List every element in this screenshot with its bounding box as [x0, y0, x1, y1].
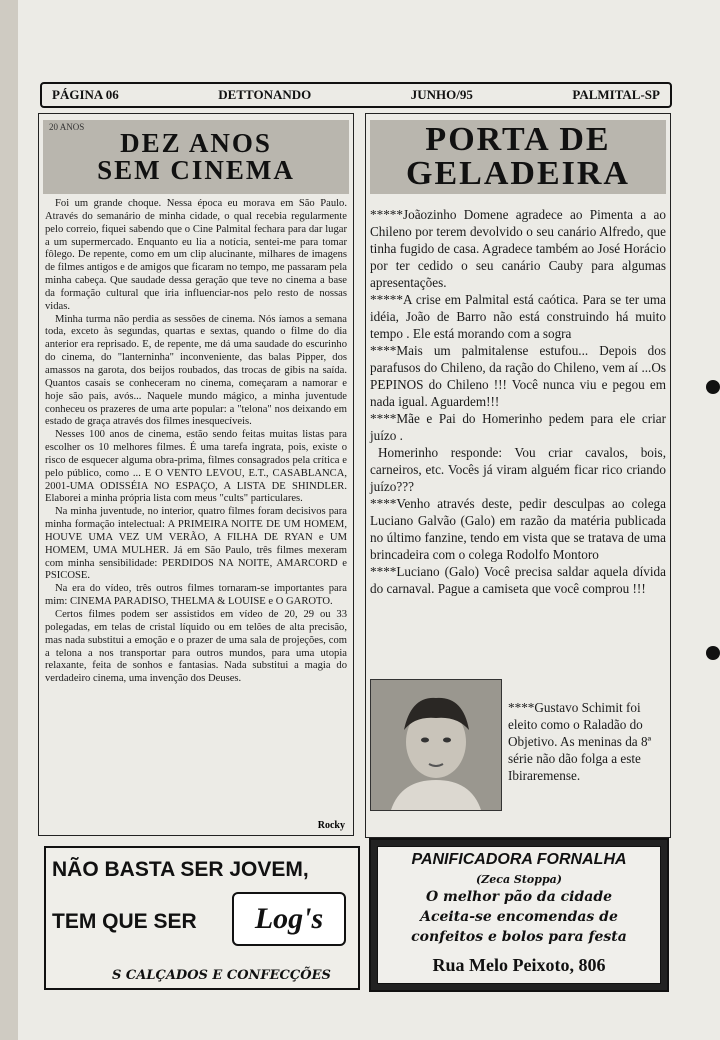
gossip-column-body [370, 206, 666, 597]
ad-tagline: S CALÇADOS E CONFECÇÕES [112, 968, 331, 983]
page-edge-shadow [0, 0, 18, 1040]
byline: Rocky [317, 820, 345, 831]
paragraph: Na era do vídeo, três outros filmes tornaram-se importantes para mim: CINEMA PARADISO, THELMA & LOUISE e O GAROTO. [45, 583, 347, 608]
article-title-line1: DEZ ANOS [120, 128, 272, 158]
bakery-name: PANIFICADORA FORNALHA [411, 851, 627, 868]
bakery-owner: (Zeca Stoppa) [476, 873, 562, 886]
bakery-address: Rua Melo Peixoto, 806 [432, 955, 606, 975]
paragraph: Nesses 100 anos de cinema, estão sendo feitas muitas listas para escolher os 10 melhores filmes. É uma tarefa ingrata, pois, existe o risco de esquecer alguma obra-prima, filmes consagrados pela crítica e pelo público, como ... E O VENTO LEVOU, E.T., CASABLANCA, 2001-UMA ODISSÉIA NO ESPAÇO, A LISTA DE SHINDLER. Elaborei a minha própria lista com meus "cults" particulares. [45, 429, 347, 505]
photo-caption: ****Gustavo Schimit foi eleito como o Raladão do Objetivo. As meninas da 8ª série não dão folga a este Ibiraremense. [508, 700, 652, 783]
page-header [40, 82, 672, 108]
note-item: ****Luciano (Galo) Você precisa saldar aquela dívida do carnaval. Pague a camiseta que você comprou !!! [370, 564, 666, 596]
paragraph: Certos filmes podem ser assistidos em vídeo de 20, 29 ou 33 polegadas, em telas de cristal líquido ou em telões de alta precisão, mas nada substitui a emoção e o prazer de uma sala de projeções, com a telona a nos transportar para outros mundos, para uma utopia relaxante, feita de sonhos e fantasias. Nada substitui a magia do verdadeiro cinema, uma invenção dos Deuses. [45, 609, 347, 685]
ad-headline-1: NÃO BASTA SER JOVEM, [52, 858, 309, 881]
bakery-ad-panel [377, 846, 661, 984]
column-title-line2: GELADEIRA [406, 155, 630, 192]
bakery-slogan: O melhor pão da cidade [425, 889, 613, 905]
paragraph: Foi um grande choque. Nessa época eu morava em São Paulo. Através do semanário de minha cidade, o qual recebia regularmente pelo correio, fiquei sabendo que o Cine Palmital fechara para dar lugar a um supermercado. Enquanto eu lia a notícia, sentei-me para tomar fôlego. De repente, como em um clip alucinante, milhares de imagens de filmes antigos e de amigos que ficaram no tempo, me passaram pela minha cabeça. Que saudade dessa geração que teve no cinema a base da formação cultural que iria influenciar-nos pelo resto de nossas vidas. [45, 198, 347, 312]
article-tag: 20 ANOS [49, 122, 85, 132]
note-item: Homerinho responde: Vou criar cavalos, bois, carneiros, etc. Vocês já viram alguém ficar rico criando juízo??? [370, 445, 666, 494]
gossip-title-box [370, 120, 666, 194]
city: PALMITAL-SP [572, 87, 660, 102]
paragraph: Minha turma não perdia as sessões de cinema. Nós íamos a semana toda, exceto às segundas, quartas e sextas, quando o filme do dia anterior era reprisado. E, de repente, me dá uma saudade do escurinho do cinema, do "lanterninha" inconveniente, das balas Pipper, dos amassos na garota, dos beijos roubados, das trocas de gibis na saída. Quantos casais se conheceram no cinema, começaram a namorar e hoje são pais, avós... Naquele mundo mágico, a minha juventude conheceu os prazeres de uma arte popular: a "telona" nos deixando em estado de graça através dos filmes inesquecíveis. [45, 313, 347, 428]
note-item: *****A crise em Palmital está caótica. Para se ter uma idéia, João de Barro não está construindo há muito tempo . Ele está morando com a sogra [370, 292, 666, 341]
ad-headline-2: TEM QUE SER [52, 910, 197, 933]
note-item: ****Venho através deste, pedir desculpas ao colega Luciano Galvão (Galo) em razão da matéria publicada no último fanzine, tendo em vista que se tratava de uma brincadeira com o colega Rodolfo Montoro [370, 496, 666, 562]
logs-logo [232, 892, 346, 946]
page-number: PÁGINA 06 [52, 87, 119, 102]
issue-date: JUNHO/95 [410, 87, 473, 102]
paragraph: Na minha juventude, no interior, quatro filmes foram decisivos para minha formação intelectual: A PRIMEIRA NOITE DE UM HOMEM, HOUVE UMA VEZ UM VERÃO, A FILHA DE RYAN e UM HOMEM, UMA MULHER. Já em São Paulo, três filmes mexeram com minha sensibilidade: PERDIDOS NA NOITE, AMARCORD e PSICOSE. [45, 506, 347, 582]
cinema-article [38, 113, 354, 836]
logs-advertisement [44, 846, 360, 990]
punch-hole [706, 380, 720, 394]
gossip-column [365, 113, 671, 838]
cinema-title-box [43, 120, 349, 194]
bakery-advertisement [369, 838, 669, 992]
note-item: *****Joãozinho Domene agradece ao Pimenta a ao Chileno por terem devolvido o seu canário Alfredo, que tinha fugido de casa. Agradece também ao José Horácio por ter cedido o seu canário Cauby para algumas apresentações. [370, 207, 666, 290]
note-item: ****Mãe e Pai do Homerinho pedem para ele criar juízo . [370, 411, 666, 443]
bakery-line3: confeitos e bolos para festa [411, 929, 627, 945]
note-item: ****Mais um palmitalense estufou... Depois dos parafusos do Chileno, da ração do Chileno, vem aí ...Os PEPINOS do Chileno !!! Você nunca viu e pegou em nada igual. Aguardem!!! [370, 343, 666, 409]
logs-logo-text: Log's [254, 902, 324, 935]
paper-name: DETTONANDO [218, 87, 312, 102]
article-title-line2: SEM CINEMA [97, 155, 295, 185]
bakery-line2: Aceita-se encomendas de [420, 909, 618, 925]
punch-hole [706, 646, 720, 660]
portrait-illustration [371, 680, 501, 810]
boy-portrait-photo [370, 679, 502, 811]
cinema-article-body [45, 198, 347, 686]
column-title-line1: PORTA DE [425, 121, 611, 158]
